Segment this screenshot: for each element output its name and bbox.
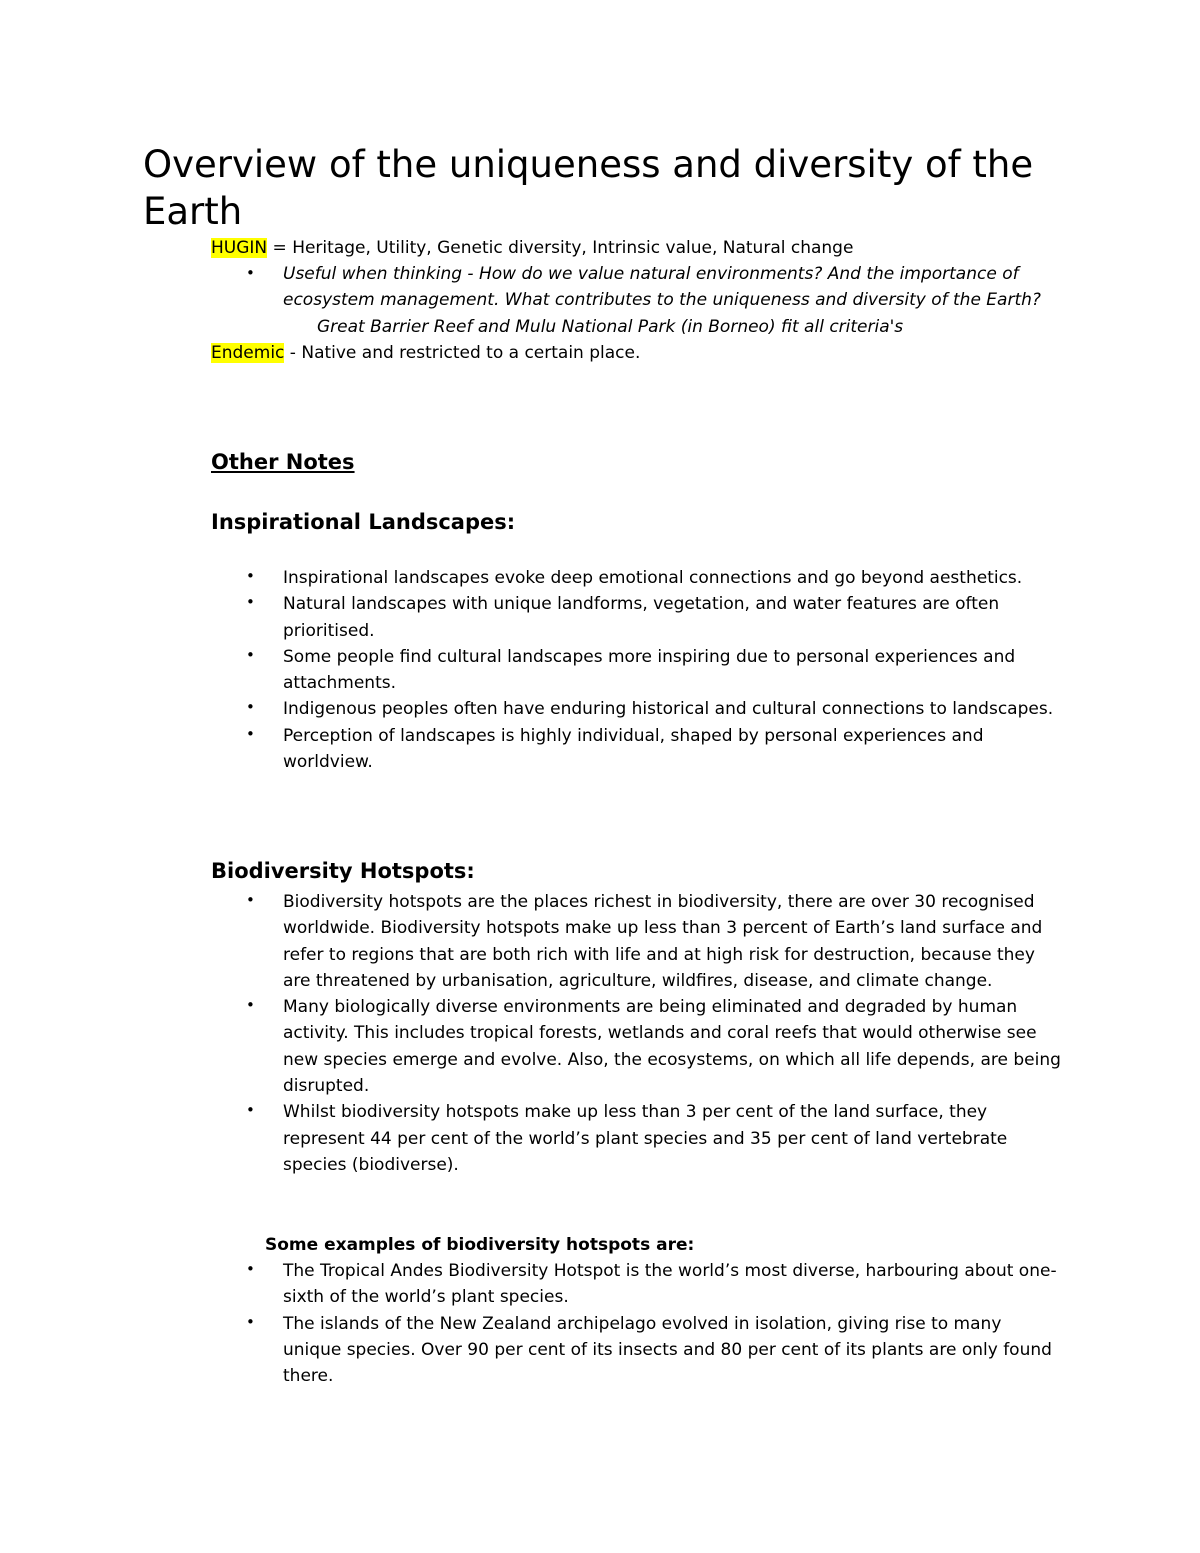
endemic-term: Endemic bbox=[211, 343, 285, 363]
list-item: • The islands of the New Zealand archipelago evolved in isolation, giving rise to many unique species. Over 90 per cent of its insects and 80 per cent of its plants are only found there. bbox=[246, 1312, 1052, 1387]
list-item: • Indigenous peoples often have enduring historical and cultural connections to landscapes. bbox=[246, 698, 1054, 720]
examples-heading: Some examples of biodiversity hotspots are: bbox=[265, 1235, 695, 1255]
list-item: • The Tropical Andes Biodiversity Hotspot is the world’s most diverse, harbouring about one-sixth of the world’s plant species. bbox=[246, 1260, 1057, 1308]
bullet-icon: • bbox=[246, 645, 255, 664]
bullet-icon: • bbox=[246, 593, 255, 612]
list-item: • Biodiversity hotspots are the places richest in biodiversity, there are over 30 recognised worldwide. Biodiversity hotspots make up less than 3 percent of Earth’s land surface and refer to regions that are both rich with life and at high risk for destruction, because they are threatened by urbanisation, agriculture, wildfires, disease, and climate change. bbox=[246, 891, 1043, 991]
bullet-icon: • bbox=[246, 1101, 255, 1120]
bullet-icon: • bbox=[246, 1312, 255, 1331]
page-title: Overview of the uniqueness and diversity of the Earth bbox=[143, 143, 1034, 233]
hotspots-heading: Biodiversity Hotspots: bbox=[211, 859, 475, 883]
examples-list bbox=[0, 1258, 1063, 1389]
bullet-icon: • bbox=[246, 891, 255, 909]
bullet-icon: • bbox=[246, 567, 255, 585]
list-item: • Many biologically diverse environments are being eliminated and degraded by human activity. This includes tropical forests, wetlands and coral reefs that would otherwise see new species emerge and evolve. Also, the ecosystems, on which all life depends, are being disrupted. bbox=[246, 996, 1061, 1097]
hugin-note-line-2: ecosystem management. What contributes to the uniqueness and diversity of the Earth? bbox=[283, 290, 1041, 310]
hugin-note-line-1: Useful when thinking - How do we value natural environments? And the importance of bbox=[283, 264, 1019, 284]
bullet-icon: • bbox=[246, 698, 255, 717]
list-item: • Natural landscapes with unique landforms, vegetation, and water features are often prioritised. bbox=[246, 593, 1000, 641]
bullet-icon: • bbox=[246, 264, 255, 282]
bullet-icon: • bbox=[246, 724, 255, 743]
bullet-icon: • bbox=[246, 1260, 255, 1278]
inspirational-list bbox=[0, 565, 1063, 775]
inspirational-heading: Inspirational Landscapes: bbox=[211, 510, 516, 534]
list-item: • Whilst biodiversity hotspots make up less than 3 per cent of the land surface, they represent 44 per cent of the world’s plant species and 35 per cent of land vertebrate species (biodiverse). bbox=[246, 1101, 1008, 1175]
hugin-line bbox=[211, 235, 853, 261]
endemic-definition: - Native and restricted to a certain place. bbox=[284, 343, 641, 363]
hugin-term: HUGIN bbox=[211, 238, 268, 258]
hugin-note-line-3: Great Barrier Reef and Mulu National Park (in Borneo) fit all criteria's bbox=[317, 317, 904, 337]
list-item: • Inspirational landscapes evoke deep emotional connections and go beyond aesthetics. bbox=[246, 567, 1023, 588]
bullet-icon: • bbox=[246, 996, 255, 1015]
endemic-line bbox=[211, 340, 640, 366]
list-item: • Perception of landscapes is highly individual, shaped by personal experiences and worldview. bbox=[246, 724, 984, 773]
hotspots-list bbox=[0, 889, 1063, 1178]
other-notes-heading: Other Notes bbox=[211, 450, 355, 474]
hugin-definition: = Heritage, Utility, Genetic diversity, Intrinsic value, Natural change bbox=[267, 238, 854, 258]
list-item: • Some people find cultural landscapes more inspiring due to personal experiences and attachments. bbox=[246, 645, 1016, 694]
